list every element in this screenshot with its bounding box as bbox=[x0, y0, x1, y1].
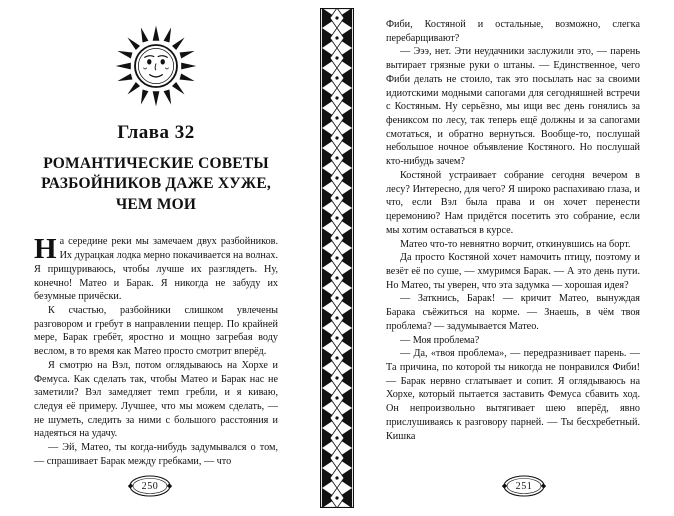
drop-cap: Н bbox=[34, 233, 57, 266]
left-page-body bbox=[34, 235, 278, 468]
left-page-folio bbox=[0, 474, 300, 498]
paragraph: Фиби, Костяной и остальные, возможно, слегка перебарщивают? bbox=[386, 19, 640, 44]
right-page bbox=[374, 0, 674, 516]
sun-emblem-wrap bbox=[34, 24, 278, 108]
chapter-title: РОМАНТИЧЕСКИЕ СОВЕТЫ РАЗБОЙНИКОВ ДАЖЕ ХУЖЕ, ЧЕМ МОИ bbox=[41, 155, 271, 213]
left-page bbox=[0, 0, 300, 516]
paragraph: Я смотрю на Вэл, потом оглядываюсь на Хорхе и Фемуса. Как сделать так, чтобы Матео и Барак нас не заметили? Вэл замедляет темп гребли, и я киваю, следуя её примеру. Лучшее, что мы можем сделать, — не шуметь, следить за ними с большого расстояния и надеяться на удачу. bbox=[34, 359, 278, 440]
braid-pattern-icon bbox=[320, 8, 354, 508]
paragraph bbox=[34, 235, 278, 304]
right-page-folio bbox=[374, 474, 674, 498]
paragraph: — Заткнись, Барак! — кричит Матео, вынуждая Барака съёжиться на корме. — Знаешь, в чём твоя проблема? — задумывается Матео. bbox=[386, 293, 640, 332]
paragraph: Матео что-то невнятно ворчит, откинувшись на борт. bbox=[400, 238, 631, 250]
right-page-body bbox=[386, 18, 640, 443]
paragraph: Костяной устраивает собрание сегодня вечером в лесу? Интересно, для чего? Я широко распахиваю глаза, и что, если Вэл была права и он хочет перенести церемонию? Нам придётся посетить это собрание, если мы хотим оставаться в курсе. bbox=[386, 169, 640, 236]
paragraph: Да просто Костяной хочет намочить птицу, поэтому и везёт её по суше, — хмуримся Барак. — А это день пути. Но Матео, ты уверен, что эта задумка — хорошая идея? bbox=[386, 252, 640, 291]
paragraph: — Эээ, нет. Эти неудачники заслужили это, — парень вытирает грязные руки о штаны. — Единственное, чего Фиби делать не стоило, так это посылать нас за своими идиотскими модными сапогами для сегодняшней встречи с Костяным. Ну серьёзно, мы ищи вес день гонялись за фениксом по лесу, так теперь ещё должны и за сапогами смотаться, и обратно вернуться. Вообще-то, послушай небольшое ночное объявление Костяного. Но послушай кто-нибудь зачем? bbox=[386, 46, 640, 168]
page-number: 250 bbox=[141, 480, 159, 492]
chapter-number: Глава 32 bbox=[117, 122, 195, 143]
paragraph: — Эй, Матео, ты когда-нибудь задумывался о том, — спрашивает Барак между гребками, — что bbox=[34, 442, 278, 467]
paragraph-text: а середине реки мы замечаем двух разбойников. Их дурацкая лодка мерно покачивается на волнах. Я прищуриваюсь, чтобы лучше их разглядеть. Ну, конечно! Матео и Барак. Я никогда не забуду их безумные причёски. bbox=[34, 236, 278, 303]
paragraph: К счастью, разбойники слишком увлечены разговором и гребут в направлении пещер. По крайней мере, Барак гребёт, яростно и мощно загребая воду веслом, в то время как Матео просто смотрит вперёд. bbox=[34, 304, 278, 358]
folio-badge bbox=[502, 474, 546, 498]
page-number: 251 bbox=[515, 480, 533, 492]
paragraph: — Моя проблема? bbox=[400, 334, 480, 346]
sun-face-emblem-icon bbox=[114, 24, 198, 108]
paragraph: — Да, «твоя проблема», — передразнивает парень. — Та причина, по которой ты никогда не понравился Фиби! — Барак нервно сглатывает и сопит. Я оглядываюсь на Хорхе, который пытается заставить Фемуса сбавить ход. Он непроизвольно вытягивает шею вперёд, явно прислушиваясь к разговору парней. — Ты бесхребетный. Кишка bbox=[386, 348, 640, 442]
gutter-ornament bbox=[300, 0, 374, 516]
folio-badge bbox=[128, 474, 172, 498]
